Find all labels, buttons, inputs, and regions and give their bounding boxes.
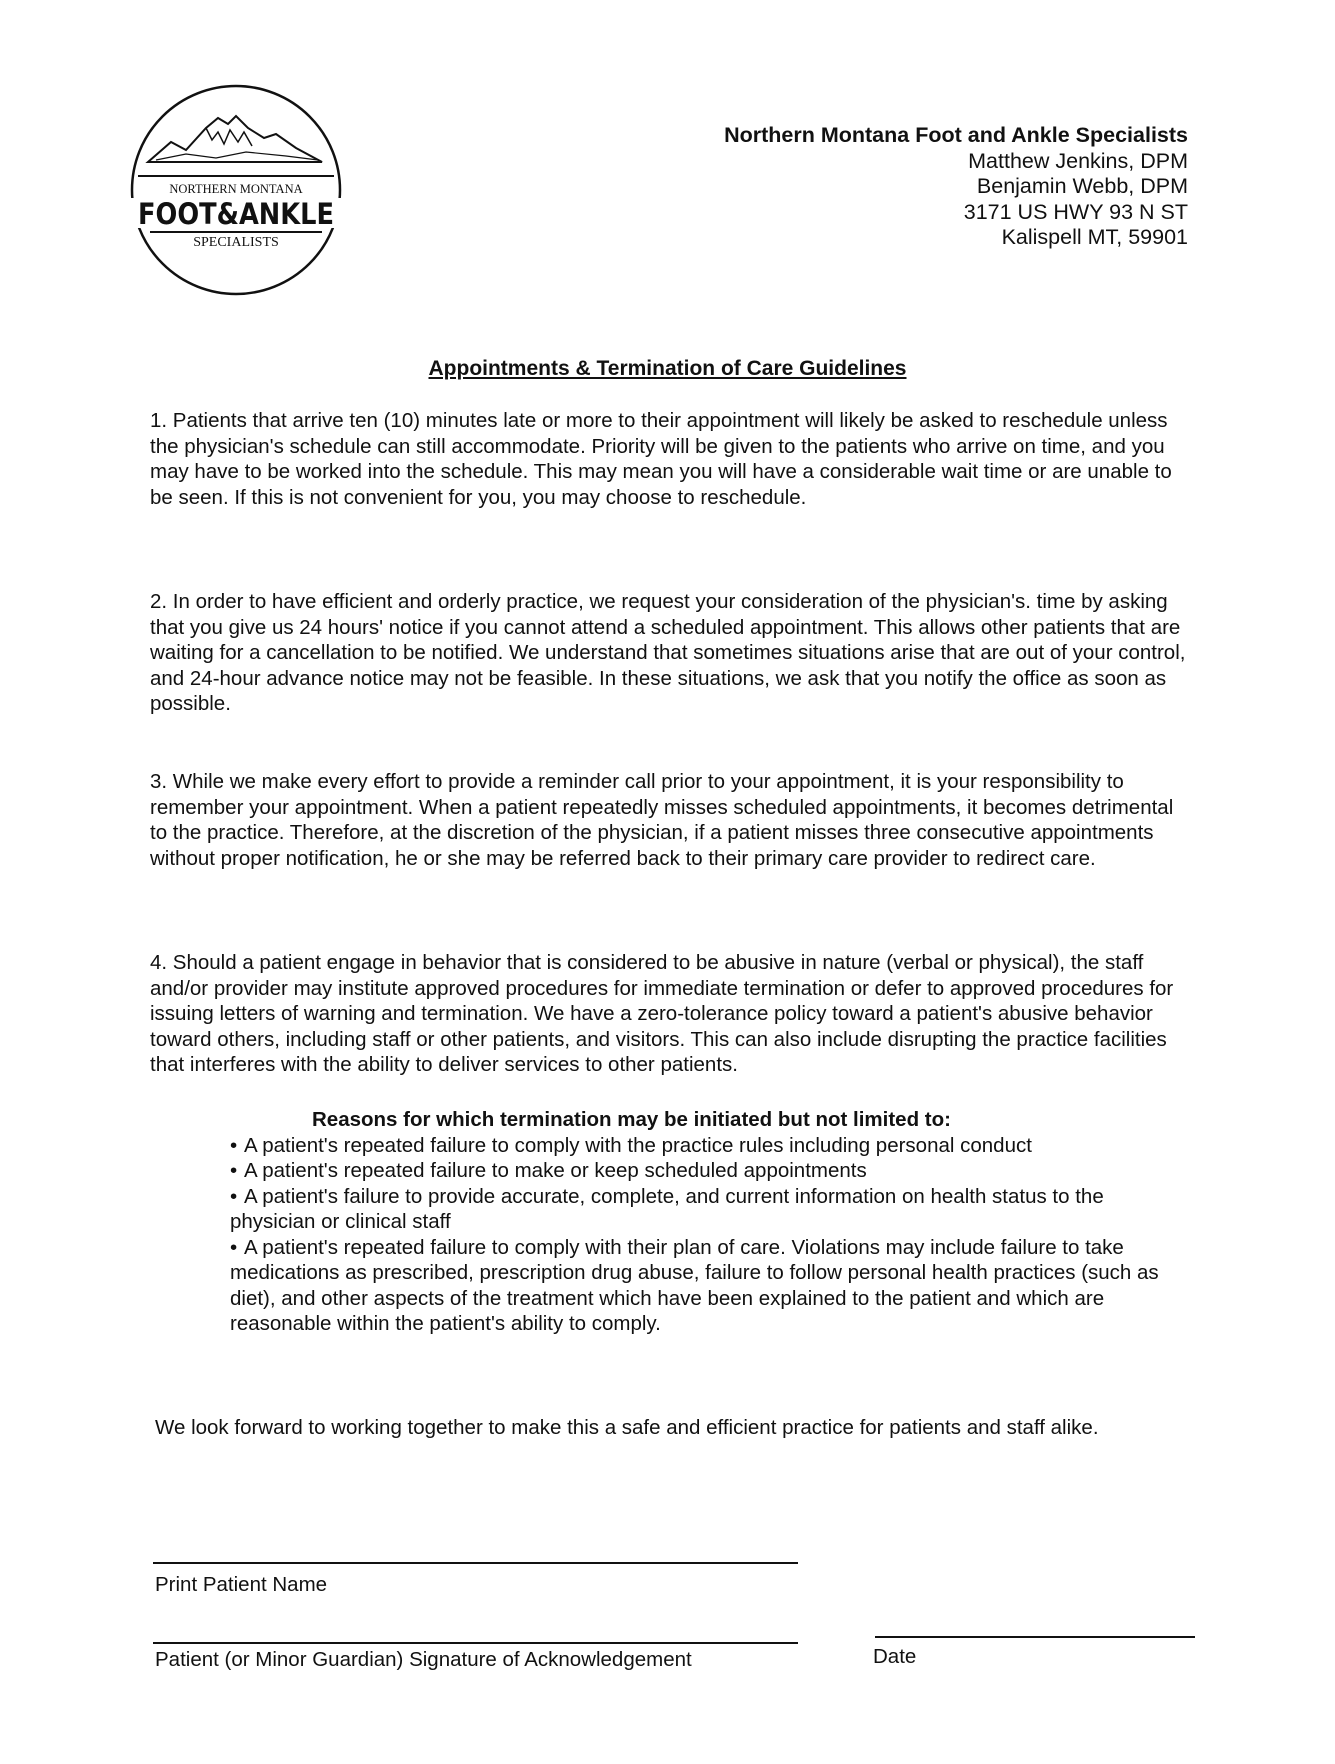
paragraph-text: 1. Patients that arrive ten (10) minutes late or more to their appointment will likely be asked to reschedule unless the physician's schedule can still accommodate. Priority will be given to the patients who arrive on time, and you may have to be worked into the schedule. This may mean you will have a considerable wait time or are unable to be seen. If this is not convenient for you, you may choose to reschedule. xyxy=(150,409,1172,509)
letterhead xyxy=(724,123,1188,251)
doctor-name-2: Benjamin Webb, DPM xyxy=(976,174,1188,198)
list-item-text: A patient's repeated failure to comply with their plan of care. Violations may include failure to take medications as prescribed, prescription drug abuse, failure to follow personal health practices (such as diet), and other aspects of the treatment which have been explained to the patient and which are reasonable within the patient's ability to comply. xyxy=(230,1235,1159,1335)
bullet-icon: • xyxy=(230,1184,238,1208)
guideline-paragraph-2 xyxy=(150,589,1195,717)
guideline-paragraph-4 xyxy=(150,950,1195,1078)
practice-logo xyxy=(126,80,346,300)
list-item xyxy=(230,1235,1190,1337)
guideline-paragraph-3 xyxy=(150,769,1195,871)
closing-statement: We look forward to working together to make this a safe and efficient practice for patients and staff alike. xyxy=(155,1416,1099,1439)
document-title: Appointments & Termination of Care Guidelines xyxy=(428,357,907,380)
guideline-paragraph-1 xyxy=(150,408,1195,510)
list-item xyxy=(230,1133,1190,1159)
paragraph-text: 2. In order to have efficient and orderly practice, we request your consideration of the physician's. time by asking that you give us 24 hours' notice if you cannot attend a scheduled appointment. This allows other patients that are waiting for a cancellation to be notified. We understand that sometimes situations arise that are out of your control, and 24-hour advance notice may not be feasible. In these situations, we ask that you notify the office as soon as possible. xyxy=(150,590,1186,715)
bullet-icon: • xyxy=(230,1159,238,1182)
doctor-name-1: Matthew Jenkins, DPM xyxy=(968,148,1188,173)
print-name-line[interactable] xyxy=(153,1562,798,1564)
practice-name: Northern Montana Foot and Ankle Specialists xyxy=(724,123,1188,147)
signature-line[interactable] xyxy=(153,1642,798,1644)
signature-label: Patient (or Minor Guardian) Signature of Acknowledgement xyxy=(155,1648,692,1671)
bullet-icon: • xyxy=(230,1235,238,1259)
logo-text-top: NORTHERN MONTANA xyxy=(169,182,303,196)
paragraph-text: 3. While we make every effort to provide a reminder call prior to your appointment, it is your responsibility to remember your appointment. When a patient repeatedly misses scheduled appointments, it becomes detrimental to the practice. Therefore, at the discretion of the physician, if a patient misses three consecutive appointments without proper notification, he or she may be referred back to their primary care provider to redirect care. xyxy=(150,770,1174,870)
logo-emblem xyxy=(126,80,346,300)
bullet-icon: • xyxy=(230,1133,238,1157)
date-label: Date xyxy=(873,1645,917,1668)
paragraph-text: 4. Should a patient engage in behavior that is considered to be abusive in nature (verbal or physical), the staff and/or provider may institute approved procedures for immediate termination or defer to approved procedures for issuing letters of warning and termination. We have a zero-tolerance policy toward a patient's abusive behavior toward others, including staff or other patients, and visitors. This can also include disrupting the practice facilities that interferes with the ability to deliver services to other patients. xyxy=(150,951,1174,1076)
list-item xyxy=(230,1158,1190,1184)
logo-text-bottom: SPECIALISTS xyxy=(193,235,279,250)
termination-reasons xyxy=(230,1107,1190,1337)
reasons-list xyxy=(230,1133,1190,1337)
list-item-text: A patient's failure to provide accurate, complete, and current information on health status to the physician or clinical staff xyxy=(230,1184,1104,1233)
list-item-text: A patient's repeated failure to make or keep scheduled appointments xyxy=(244,1159,867,1182)
reasons-heading: Reasons for which termination may be initiated but not limited to: xyxy=(312,1108,951,1131)
address-street: 3171 US HWY 93 N ST xyxy=(963,199,1188,224)
print-name-label: Print Patient Name xyxy=(155,1573,328,1596)
list-item xyxy=(230,1184,1190,1235)
address-city: Kalispell MT, 59901 xyxy=(1001,225,1188,249)
list-item-text: A patient's repeated failure to comply with the practice rules including personal conduct xyxy=(244,1133,1032,1157)
date-line[interactable] xyxy=(875,1636,1195,1638)
logo-text-main: FOOT&ANKLE xyxy=(138,197,334,231)
